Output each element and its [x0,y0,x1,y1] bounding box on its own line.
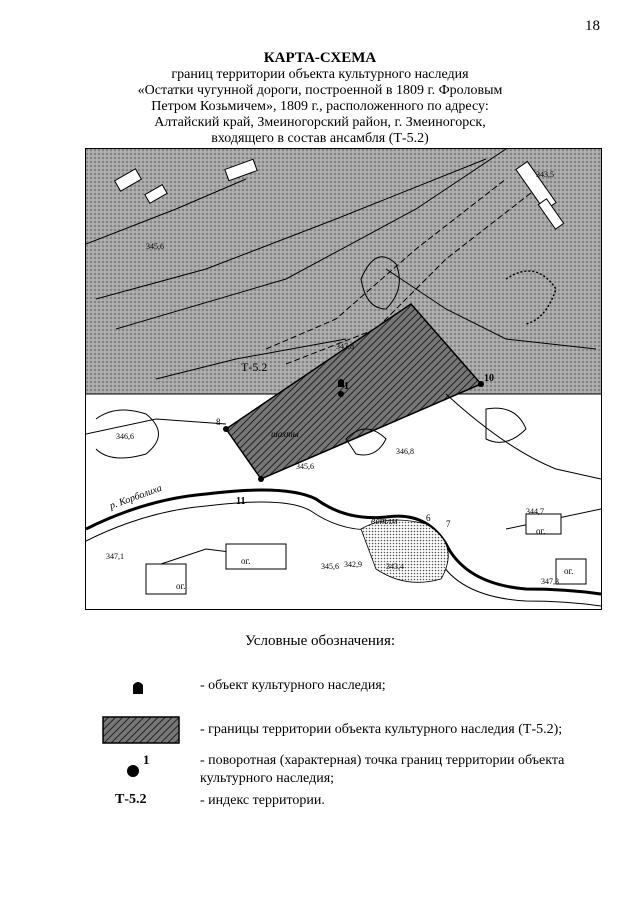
legend-title: Условные обозначения: [244,633,396,649]
elevation-10: 347,8 [336,342,354,351]
map-svg [86,149,601,609]
map-figure[interactable] [85,148,602,610]
elevation-9: 343,4 [386,562,404,571]
legend-item-object [60,677,600,701]
elevation-2: 347,1 [106,552,124,561]
legend-item-point [60,752,600,792]
object-icon [130,679,146,695]
elevation-5: 342,9 [344,560,362,569]
point-label-8: 8 [216,417,221,427]
elevation-0: 343,5 [536,170,554,179]
map-label-area-3: ог. [536,526,546,536]
legend-text-point: - поворотная (характерная) точка границ территории объекта культурного наследия; [200,753,565,786]
elevation-3: 346,6 [116,432,134,441]
turning-point-icon [126,764,140,778]
map-label-area-0: ветлм [371,516,398,527]
map-title: КАРТА-СХЕМА [263,50,377,66]
subtitle-line-5: входящего в состав ансамбля (Т-5.2) [211,131,429,146]
point-label-1: 1 [344,381,349,392]
point-label-6: 6 [426,513,431,523]
index-label: Т-5.2 [115,792,147,807]
elevation-7: 344,7 [526,507,544,516]
turning-point-11 [258,476,264,482]
point-label-10: 10 [484,373,494,384]
point-label-7: 7 [446,519,451,529]
subtitle-line-3: Петром Козьмичем», 1809 г., расположенного по адресу: [151,99,489,114]
map-label-area-1: шахты [271,429,299,439]
legend-text-index: - индекс территории. [200,793,325,808]
map-label-area-2: ог. [241,556,251,566]
elevation-6: 346,8 [396,447,414,456]
legend-item-index [60,792,600,814]
legend-item-boundary [60,716,600,746]
hatched-area-icon [102,716,180,744]
elevation-4: 345,6 [321,562,339,571]
map-label-territory: Т-5.2 [241,360,268,374]
page-number: 18 [585,18,600,34]
turning-point-8 [223,426,229,432]
legend-text-boundary: - границы территории объекта культурного наследия (Т-5.2); [200,722,563,737]
title-block [40,50,600,147]
legend-point-label: 1 [143,752,150,767]
legend-text-object: - объект культурного наследия; [200,678,386,693]
elevation-11: 345,6 [296,462,314,471]
subtitle-line-2: «Остатки чугунной дороги, построенной в 1809 г. Фроловым [137,83,503,98]
subtitle-line-4: Алтайский край, Змеиногорский район, г. Змеиногорск, [154,115,486,130]
map-label-river: р. Корболиха [108,482,164,512]
subtitle-line-1: границ территории объекта культурного наследия [171,67,469,82]
map-label-area-4: ог. [176,581,186,591]
map-label-area-5: ог. [564,566,574,576]
elevation-1: 345,6 [146,242,164,251]
elevation-8: 347,3 [541,577,559,586]
point-label-11: 11 [236,496,246,507]
